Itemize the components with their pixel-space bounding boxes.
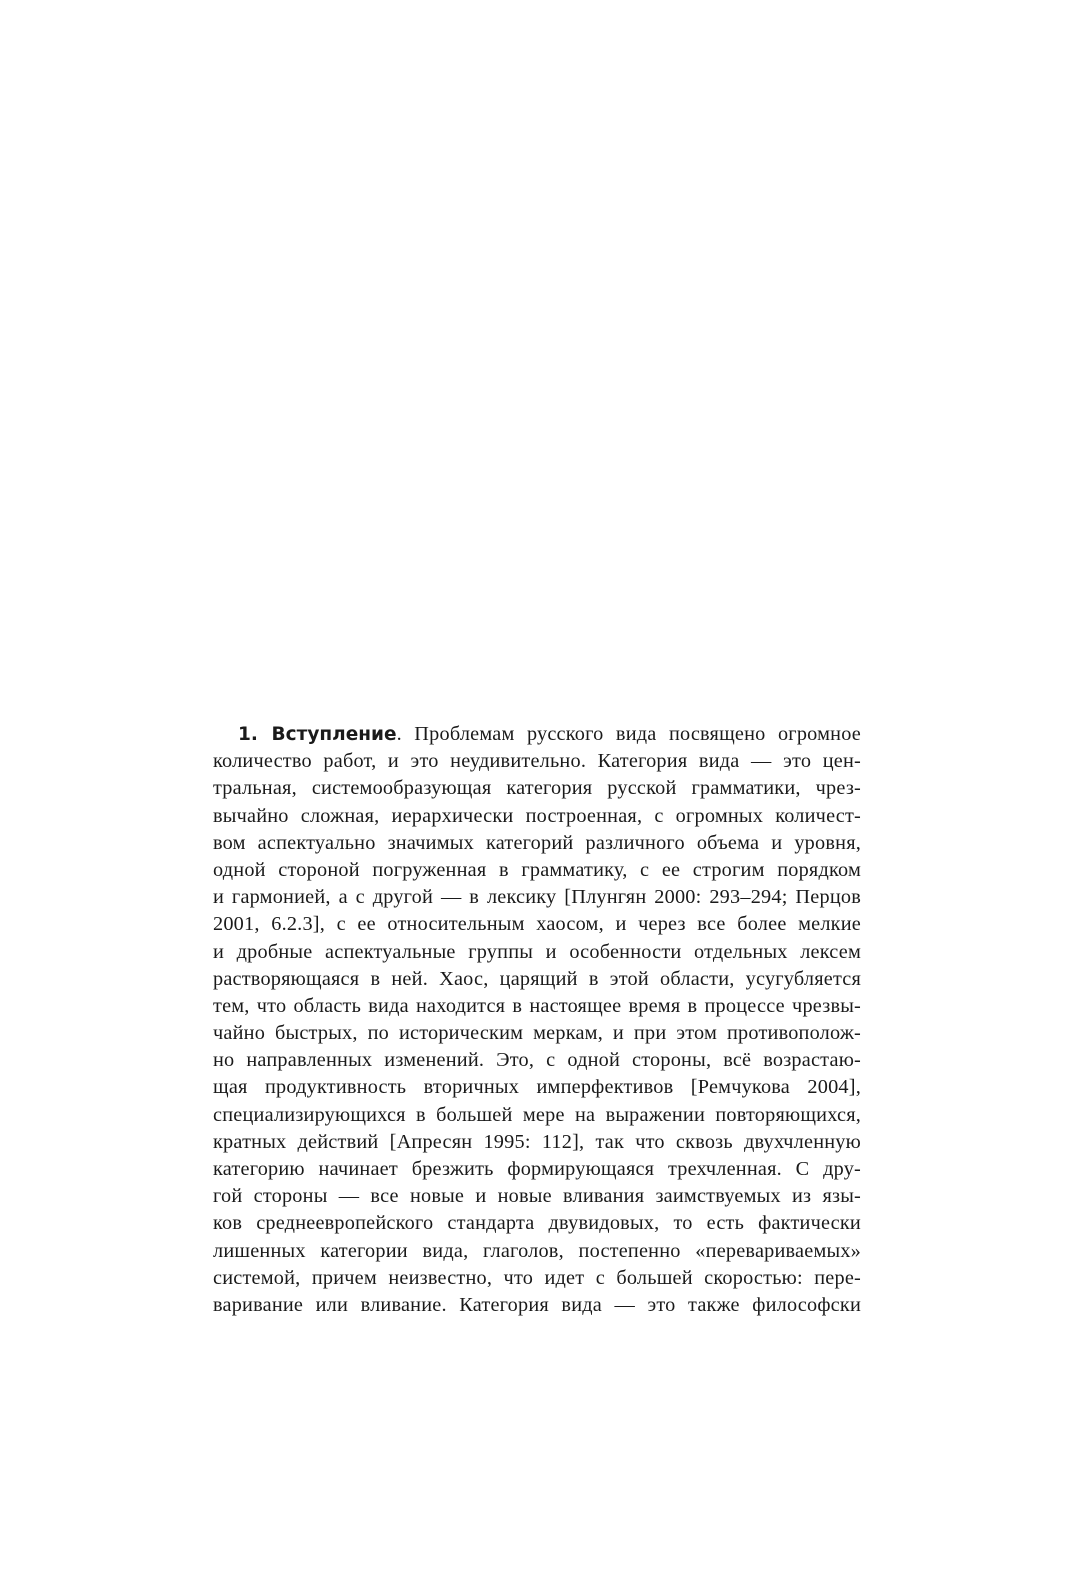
text-line: специализирующихся в большей мере на выражении повторяющихся, bbox=[213, 1103, 861, 1126]
paragraph-first-line bbox=[213, 721, 861, 748]
text-line: системой, причем неизвестно, что идет с большей скоростью: пере- bbox=[213, 1266, 861, 1289]
text-line: 2001, 6.2.3], с ее относительным хаосом, и через все более мелкие bbox=[213, 913, 861, 936]
text-line: и дробные аспектуальные группы и особенности отдельных лексем bbox=[213, 940, 861, 963]
section-heading: 1. Вступление bbox=[238, 724, 397, 745]
text-line: чайно быстрых, по историческим меркам, и при этом противополож- bbox=[213, 1022, 861, 1045]
text-line: вычайно сложная, иерархически построенная, с огромных количест- bbox=[213, 804, 861, 827]
text-line: лишенных категории вида, глаголов, постепенно «перевариваемых» bbox=[213, 1239, 861, 1262]
text-line: и гармонией, а с другой — в лексику [Плунгян 2000: 293–294; Перцов bbox=[213, 886, 861, 909]
text-line: тральная, системообразующая категория русской грамматики, чрез- bbox=[213, 777, 861, 800]
text-line: тем, что область вида находится в настоящее время в процессе чрезвы- bbox=[213, 994, 861, 1017]
heading-continuation: . Проблемам русского вида посвящено огромное bbox=[396, 723, 861, 745]
text-line: растворяющаяся в ней. Хаос, царящий в этой области, усугубляется bbox=[213, 967, 861, 990]
body-paragraph bbox=[213, 721, 861, 1319]
text-line: гой стороны — все новые и новые вливания заимствуемых из язы- bbox=[213, 1185, 861, 1208]
text-line: но направленных изменений. Это, с одной стороны, всё возрастаю- bbox=[213, 1049, 861, 1072]
text-line: одной стороной погруженная в грамматику, с ее строгим порядком bbox=[213, 858, 861, 881]
text-line: щая продуктивность вторичных имперфективов [Ремчукова 2004], bbox=[213, 1076, 861, 1099]
text-line: категорию начинает брезжить формирующаяся трехчленная. С дру- bbox=[213, 1158, 861, 1180]
text-line: ков среднеевропейского стандарта двувидовых, то есть фактически bbox=[213, 1212, 861, 1235]
text-line: вом аспектуально значимых категорий различного объема и уровня, bbox=[213, 831, 861, 854]
text-line: кратных действий [Апресян 1995: 112], так что сквозь двухчленную bbox=[213, 1130, 861, 1153]
text-line: количество работ, и это неудивительно. Категория вида — это цен- bbox=[213, 750, 861, 773]
text-line: варивание или вливание. Категория вида — это также философски bbox=[213, 1293, 861, 1316]
